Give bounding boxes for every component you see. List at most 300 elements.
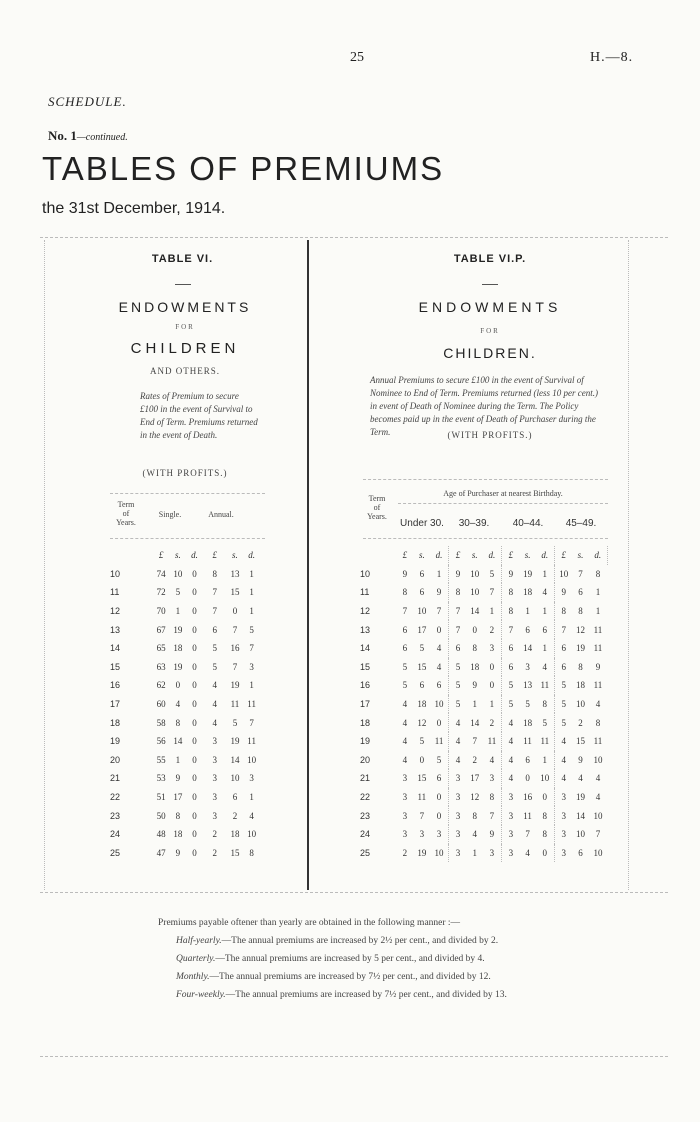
term-cell: 15 xyxy=(110,661,121,672)
premium-cell: 7 xyxy=(578,568,583,579)
footnote-item xyxy=(176,936,558,947)
premium-cell: 5 xyxy=(430,751,449,770)
term-cell: 22 xyxy=(110,792,121,803)
single-cell: 0 xyxy=(192,568,197,579)
table-row xyxy=(360,602,608,621)
single-cell: 8 xyxy=(175,717,181,728)
annual-cell: 4 xyxy=(212,699,217,710)
single-cell: 63 xyxy=(156,661,166,672)
table-vip-units-row xyxy=(360,546,608,565)
table-row xyxy=(110,825,260,844)
premium-cell: 7 xyxy=(472,736,477,747)
premium-cell: 4 xyxy=(508,717,514,728)
single-cell: 48 xyxy=(156,829,166,840)
premium-cell: 3 xyxy=(483,769,502,788)
premium-cell: 4 xyxy=(508,754,514,765)
premium-cell: 4 xyxy=(402,717,408,728)
premium-cell: 10 xyxy=(593,810,603,821)
premium-cell: 5 xyxy=(508,680,514,691)
premium-cell: 4 xyxy=(508,773,514,784)
premium-cell: 4 xyxy=(455,717,461,728)
premium-cell: 3 xyxy=(402,792,408,803)
premium-cell: 0 xyxy=(525,773,530,784)
premium-cell: 0 xyxy=(430,788,449,807)
premium-cell: 1 xyxy=(483,602,502,621)
premium-cell: 7 xyxy=(525,829,530,840)
unit-label: d. xyxy=(430,546,449,565)
footnote-intro: Premiums payable oftener than yearly are obtained in the following manner :— xyxy=(158,918,461,928)
footnote-item xyxy=(176,972,558,983)
units-spacer xyxy=(110,546,153,565)
term-cell: 23 xyxy=(360,810,371,821)
unit-label: d. xyxy=(191,550,198,561)
page-title: TABLES OF PREMIUMS xyxy=(42,150,445,187)
table-vip-col-term xyxy=(358,494,396,521)
annual-cell: 14 xyxy=(230,754,240,765)
premium-cell: 0 xyxy=(536,788,555,807)
single-cell: 1 xyxy=(175,606,181,617)
premium-cell: 7 xyxy=(483,806,502,825)
table-vi-rule xyxy=(175,284,191,285)
premium-cell: 2 xyxy=(472,754,477,765)
annual-cell: 4 xyxy=(212,680,217,691)
premium-cell: 4 xyxy=(402,699,408,710)
annual-cell: 2 xyxy=(232,810,238,821)
premium-cell: 3 xyxy=(455,829,461,840)
premium-cell: 11 xyxy=(593,643,603,654)
term-cell: 16 xyxy=(110,680,121,691)
page-bottom-rule xyxy=(40,1056,668,1057)
annual-cell: 8 xyxy=(212,568,217,579)
table-vi-with-profits: (WITH PROFITS.) xyxy=(142,468,228,478)
premium-cell: 4 xyxy=(483,751,502,770)
term-cell: 23 xyxy=(110,810,121,821)
term-cell: 18 xyxy=(360,717,371,728)
single-cell: 18 xyxy=(173,829,183,840)
premium-cell: 18 xyxy=(470,661,480,672)
premium-cell: 8 xyxy=(578,661,583,672)
term-cell: 11 xyxy=(110,587,120,598)
premium-cell: 3 xyxy=(402,829,408,840)
premium-cell: 11 xyxy=(593,680,603,691)
single-cell: 0 xyxy=(192,606,197,617)
premium-cell: 4 xyxy=(430,658,449,677)
premium-cell: 10 xyxy=(470,568,480,579)
annual-cell: 5 xyxy=(249,624,254,635)
annual-cell: 7 xyxy=(212,587,217,598)
premium-cell: 3 xyxy=(430,825,449,844)
premium-cell: 8 xyxy=(472,643,477,654)
premium-cell: 4 xyxy=(455,754,461,765)
single-cell: 19 xyxy=(173,624,183,635)
premium-cell: 6 xyxy=(455,643,461,654)
premium-cell: 17 xyxy=(470,773,480,784)
premium-cell: 9 xyxy=(578,754,583,765)
single-cell: 9 xyxy=(175,773,181,784)
premium-cell: 0 xyxy=(483,676,502,695)
premium-cell: 9 xyxy=(455,568,461,579)
annual-cell: 7 xyxy=(249,643,254,654)
table-vi-header-rule-top xyxy=(110,493,265,494)
premium-cell: 6 xyxy=(561,661,566,672)
table-row xyxy=(360,583,608,602)
annual-cell: 5 xyxy=(232,717,238,728)
annual-cell: 6 xyxy=(232,792,238,803)
single-cell: 47 xyxy=(156,847,166,858)
premium-cell: 4 xyxy=(595,792,601,803)
annual-cell: 3 xyxy=(212,773,217,784)
single-cell: 74 xyxy=(156,568,166,579)
single-cell: 0 xyxy=(192,754,197,765)
single-cell: 18 xyxy=(173,643,183,654)
unit-label: d. xyxy=(483,546,502,565)
premium-cell: 8 xyxy=(561,606,566,617)
table-vip-rule xyxy=(482,284,498,285)
premium-cell: 4 xyxy=(525,847,530,858)
annual-cell: 3 xyxy=(212,754,217,765)
term-cell: 22 xyxy=(360,792,371,803)
table-vi-body xyxy=(110,546,260,862)
table-vi-col-annual: Annual. xyxy=(208,510,234,519)
premium-cell: 18 xyxy=(417,699,427,710)
table-row xyxy=(110,732,260,751)
table-vi-col-term xyxy=(108,500,144,527)
premium-cell: 1 xyxy=(536,602,555,621)
term-cell: 15 xyxy=(360,661,371,672)
table-vip-body xyxy=(360,546,608,862)
premium-cell: 0 xyxy=(430,806,449,825)
table-vi-heading-for: FOR xyxy=(175,323,195,331)
single-cell: 10 xyxy=(173,568,183,579)
table-vip-with-profits: (WITH PROFITS.) xyxy=(447,430,533,440)
top-divider xyxy=(40,237,668,238)
footnote-item-label: Four-weekly. xyxy=(176,990,226,1000)
document-reference: H.—8. xyxy=(590,50,634,65)
single-cell: 0 xyxy=(192,717,197,728)
annual-cell: 13 xyxy=(230,568,240,579)
premium-cell: 4 xyxy=(561,736,566,747)
term-cell: 21 xyxy=(360,773,371,784)
premium-cell: 16 xyxy=(523,792,533,803)
premium-cell: 8 xyxy=(483,788,502,807)
single-cell: 19 xyxy=(173,661,183,672)
premium-cell: 3 xyxy=(455,810,461,821)
premium-cell: 5 xyxy=(561,680,566,691)
premium-cell: 5 xyxy=(483,565,502,584)
number-label: No. 1 xyxy=(48,128,77,143)
premium-cell: 8 xyxy=(455,587,461,598)
premium-cell: 4 xyxy=(561,754,566,765)
single-cell: 9 xyxy=(175,847,181,858)
premium-cell: 7 xyxy=(483,583,502,602)
term-cell: 25 xyxy=(360,847,371,858)
single-cell: 4 xyxy=(175,699,181,710)
annual-cell: 8 xyxy=(249,847,254,858)
premium-cell: 6 xyxy=(578,847,583,858)
page-date: the 31st December, 1914. xyxy=(42,200,226,217)
term-cell: 13 xyxy=(110,624,121,635)
annual-cell: 3 xyxy=(249,773,254,784)
premium-cell: 7 xyxy=(455,624,461,635)
single-cell: 0 xyxy=(192,699,197,710)
table-row xyxy=(360,620,608,639)
premium-cell: 7 xyxy=(455,606,461,617)
footnote-item-text: —The annual premiums are increased by 7½ per cent., and divided by 13. xyxy=(225,990,507,1000)
premium-cell: 3 xyxy=(402,810,408,821)
table-row xyxy=(110,583,260,602)
left-margin-rule xyxy=(44,240,45,890)
premium-cell: 11 xyxy=(523,810,532,821)
annual-cell: 19 xyxy=(230,680,240,691)
table-row xyxy=(110,844,260,863)
footnote-item-text: —The annual premiums are increased by 5 per cent., and divided by 4. xyxy=(215,954,485,964)
premium-cell: 4 xyxy=(402,736,408,747)
table-row xyxy=(360,825,608,844)
premium-cell: 14 xyxy=(470,717,480,728)
premium-cell: 11 xyxy=(536,732,555,751)
single-cell: 60 xyxy=(156,699,166,710)
premium-cell: 5 xyxy=(402,680,408,691)
footnote-item xyxy=(176,954,558,965)
premium-cell: 8 xyxy=(508,587,514,598)
single-cell: 1 xyxy=(175,754,181,765)
premium-cell: 6 xyxy=(430,769,449,788)
annual-cell: 10 xyxy=(247,754,257,765)
footnote-item-label: Quarterly. xyxy=(176,954,216,964)
annual-cell: 16 xyxy=(230,643,240,654)
term-cell: 12 xyxy=(360,606,371,617)
unit-label: d. xyxy=(536,546,555,565)
table-vi-heading-endowments: ENDOWMENTS xyxy=(118,299,252,315)
premium-cell: 10 xyxy=(470,587,480,598)
annual-cell: 1 xyxy=(249,568,254,579)
term-cell: 16 xyxy=(360,680,371,691)
premium-cell: 8 xyxy=(536,695,555,714)
annual-cell: 3 xyxy=(212,736,217,747)
premium-cell: 3 xyxy=(508,847,514,858)
premium-cell: 11 xyxy=(593,624,603,635)
premium-cell: 1 xyxy=(536,639,555,658)
premium-cell: 5 xyxy=(402,661,408,672)
table-row xyxy=(110,751,260,770)
premium-cell: 10 xyxy=(575,699,585,710)
premium-cell: 5 xyxy=(455,699,461,710)
schedule-number xyxy=(48,128,128,144)
premium-cell: 8 xyxy=(402,587,408,598)
premium-cell: 3 xyxy=(455,792,461,803)
table-vi-col-term-line2: of xyxy=(122,509,130,518)
premium-cell: 9 xyxy=(472,680,477,691)
table-vip-age-header: Age of Purchaser at nearest Birthday. xyxy=(443,489,563,498)
term-cell: 19 xyxy=(110,736,121,747)
units-spacer xyxy=(360,546,396,565)
premium-cell: 1 xyxy=(536,751,555,770)
table-row xyxy=(360,695,608,714)
table-row xyxy=(110,658,260,677)
premium-cell: 10 xyxy=(536,769,555,788)
annual-cell: 3 xyxy=(212,792,217,803)
premium-cell: 11 xyxy=(593,736,603,747)
single-cell: 0 xyxy=(192,661,197,672)
table-row xyxy=(110,713,260,732)
unit-label: d. xyxy=(588,546,607,565)
premium-cell: 6 xyxy=(525,624,530,635)
annual-cell: 11 xyxy=(247,736,256,747)
unit-label: s. xyxy=(577,550,584,561)
premium-cell: 0 xyxy=(536,844,555,863)
premium-cell: 3 xyxy=(508,829,514,840)
single-cell: 55 xyxy=(156,754,166,765)
table-row xyxy=(110,788,260,807)
premium-cell: 10 xyxy=(430,844,449,863)
single-cell: 72 xyxy=(156,587,166,598)
premium-cell: 15 xyxy=(575,736,585,747)
single-cell: 0 xyxy=(175,680,181,691)
term-cell: 24 xyxy=(110,829,121,840)
premium-cell: 11 xyxy=(417,792,427,803)
term-cell: 12 xyxy=(110,606,121,617)
bottom-divider xyxy=(40,892,668,893)
term-cell: 21 xyxy=(110,773,121,784)
premium-cell: 4 xyxy=(402,754,408,765)
premium-cell: 6 xyxy=(419,587,425,598)
premium-cell: 11 xyxy=(430,732,449,751)
annual-cell: 11 xyxy=(230,699,240,710)
premium-cell: 0 xyxy=(430,713,449,732)
premium-cell: 17 xyxy=(417,624,427,635)
right-margin-rule xyxy=(628,240,629,890)
single-cell: 0 xyxy=(192,624,197,635)
table-vi-col-term-line1: Term xyxy=(117,500,135,509)
annual-cell: 1 xyxy=(249,792,254,803)
premium-cell: 6 xyxy=(561,643,566,654)
premium-cell: 4 xyxy=(561,773,566,784)
annual-cell: 4 xyxy=(249,810,254,821)
premium-cell: 9 xyxy=(595,661,601,672)
table-vi-heading-children: CHILDREN xyxy=(130,340,240,357)
unit-label: d. xyxy=(248,550,255,561)
premium-cell: 2 xyxy=(483,620,502,639)
premium-cell: 6 xyxy=(419,680,425,691)
premium-cell: 8 xyxy=(508,606,514,617)
age-col-30-39: 30–39. xyxy=(458,518,490,529)
unit-label: s. xyxy=(524,550,531,561)
table-vip-col-term-line3: Years. xyxy=(367,512,387,521)
single-cell: 0 xyxy=(192,773,197,784)
table-row xyxy=(360,769,608,788)
table-vi-col-single: Single. xyxy=(158,510,182,519)
table-vip-col-term-line2: of xyxy=(373,503,381,512)
annual-cell: 6 xyxy=(212,624,217,635)
premium-cell: 10 xyxy=(417,606,427,617)
unit-label: £ xyxy=(212,550,217,561)
premium-cell: 4 xyxy=(472,829,477,840)
premium-cell: 11 xyxy=(536,676,555,695)
table-vi-heading-and-others: AND OTHERS. xyxy=(149,366,220,376)
premium-cell: 8 xyxy=(536,806,555,825)
single-cell: 0 xyxy=(192,680,197,691)
premium-cell: 4 xyxy=(536,583,555,602)
annual-cell: 3 xyxy=(212,810,217,821)
premium-cell: 3 xyxy=(561,810,566,821)
term-cell: 14 xyxy=(110,643,121,654)
single-cell: 0 xyxy=(192,736,197,747)
premium-cell: 0 xyxy=(483,658,502,677)
premium-cell: 9 xyxy=(430,583,449,602)
annual-cell: 7 xyxy=(212,606,217,617)
premium-cell: 1 xyxy=(483,695,502,714)
annual-cell: 4 xyxy=(212,717,217,728)
unit-label: £ xyxy=(508,550,514,561)
annual-cell: 1 xyxy=(249,587,254,598)
annual-cell: 7 xyxy=(249,717,254,728)
premium-cell: 9 xyxy=(483,825,502,844)
annual-cell: 5 xyxy=(212,643,217,654)
age-col-45-49: 45–49. xyxy=(565,518,597,529)
premium-cell: 8 xyxy=(472,810,477,821)
term-cell: 18 xyxy=(110,717,121,728)
premium-cell: 15 xyxy=(417,773,427,784)
premium-cell: 14 xyxy=(470,606,480,617)
table-vip-description: Annual Premiums to secure £100 in the event of Survival of Nominee to End of Term. Premiums returned (less 10 per cent.) in event of Death of Nominee during the Term. The Policy becomes paid up in the event of Death of Purchaser during the Term. xyxy=(370,375,598,437)
unit-label: s. xyxy=(232,550,238,561)
premium-cell: 13 xyxy=(523,680,533,691)
table-row xyxy=(360,806,608,825)
unit-label: s. xyxy=(174,550,181,561)
term-cell: 11 xyxy=(360,587,370,598)
premium-cell: 6 xyxy=(419,568,425,579)
premium-cell: 2 xyxy=(578,717,583,728)
premium-cell: 19 xyxy=(523,568,533,579)
premium-cell: 6 xyxy=(508,661,514,672)
premium-cell: 10 xyxy=(593,754,603,765)
premium-cell: 14 xyxy=(575,810,585,821)
annual-cell: 15 xyxy=(230,587,240,598)
table-row xyxy=(110,769,260,788)
table-vi-title: TABLE VI. xyxy=(151,253,214,265)
term-cell: 20 xyxy=(110,754,121,765)
single-cell: 62 xyxy=(156,680,166,691)
annual-cell: 7 xyxy=(232,661,238,672)
premium-cell: 6 xyxy=(430,676,449,695)
table-row xyxy=(360,751,608,770)
annual-cell: 1 xyxy=(249,680,254,691)
premium-cell: 3 xyxy=(455,847,461,858)
premium-cell: 10 xyxy=(593,847,603,858)
premium-cell: 8 xyxy=(536,825,555,844)
single-cell: 5 xyxy=(175,587,181,598)
premium-cell: 5 xyxy=(455,661,461,672)
number-suffix: —continued. xyxy=(76,132,128,143)
premium-cell: 7 xyxy=(595,829,601,840)
annual-cell: 11 xyxy=(247,699,256,710)
premium-cell: 5 xyxy=(561,699,566,710)
premium-cell: 1 xyxy=(536,565,555,584)
table-vip-title: TABLE VI.P. xyxy=(453,253,527,265)
term-cell: 10 xyxy=(110,568,121,579)
single-cell: 17 xyxy=(173,792,183,803)
table-row xyxy=(110,620,260,639)
footnote xyxy=(158,918,558,1001)
term-cell: 17 xyxy=(110,699,121,710)
single-cell: 0 xyxy=(192,792,197,803)
premium-cell: 10 xyxy=(575,829,585,840)
premium-cell: 3 xyxy=(419,829,425,840)
table-row xyxy=(360,676,608,695)
premium-cell: 19 xyxy=(417,847,427,858)
annual-cell: 18 xyxy=(230,829,240,840)
premium-cell: 7 xyxy=(419,810,425,821)
